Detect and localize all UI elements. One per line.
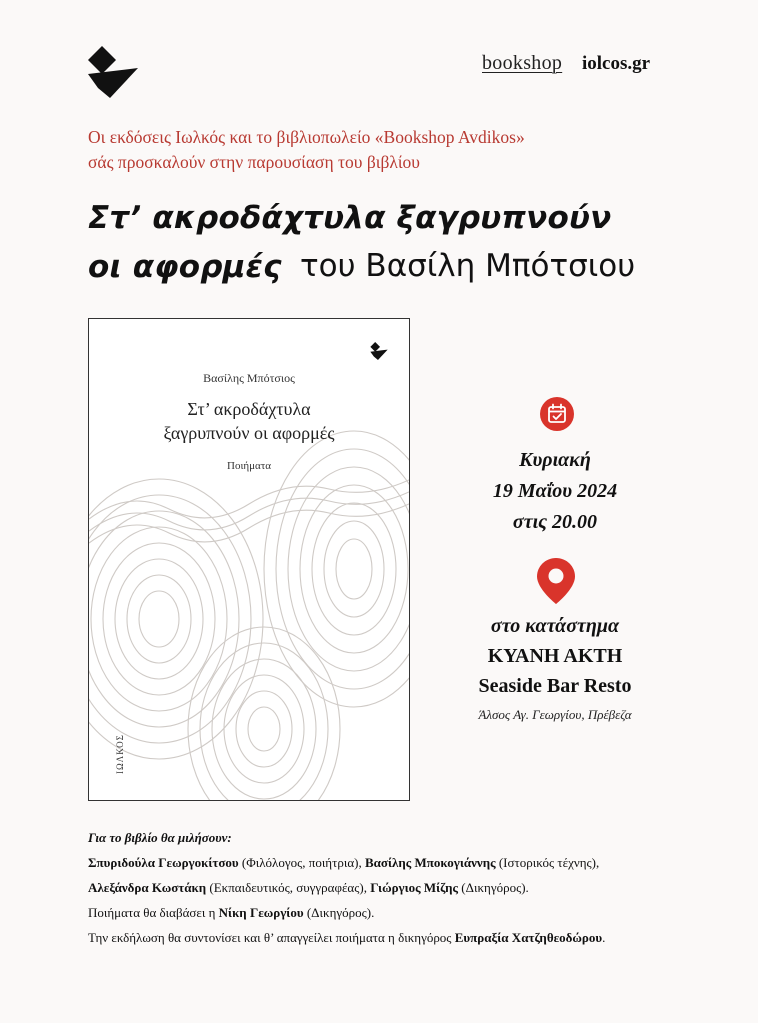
book-author: του Βασίλη Μπότσιου bbox=[300, 248, 636, 284]
book-title-line-2: οι αφορμές bbox=[88, 249, 282, 285]
reader-name: Νίκη Γεωργίου bbox=[218, 905, 304, 920]
speaker-role: (Ιστορικός τέχνης), bbox=[495, 855, 600, 870]
coordinator-name: Ευπραξία Χατζηθεοδώρου bbox=[454, 930, 603, 945]
event-day: Κυριακή bbox=[519, 449, 591, 471]
book-cover bbox=[88, 318, 410, 801]
fingerprint-pattern bbox=[89, 319, 410, 801]
coordinator-prefix: Την εκδήλωση θα συντονίσει και θ’ απαγγείλει ποιήματα η δικηγόρος bbox=[88, 930, 455, 945]
location-pin-icon bbox=[537, 558, 575, 604]
speaker-role: (Φιλόλογος, ποιήτρια), bbox=[238, 855, 365, 870]
coordinator-end: . bbox=[602, 930, 606, 945]
reader-line bbox=[88, 905, 374, 921]
iolcos-logo-text: iolcos.gr bbox=[582, 53, 651, 74]
speakers-heading: Για το βιβλίο θα μιλήσουν: bbox=[88, 830, 232, 845]
speaker-name: Σπυριδούλα Γεωργοκίτσου bbox=[88, 855, 239, 870]
cover-logo-icon bbox=[370, 342, 388, 360]
cover-title-line-2: ξαγρυπνούν οι αφορμές bbox=[163, 423, 335, 443]
speaker-name: Αλεξάνδρα Κωστάκη bbox=[88, 880, 207, 895]
speaker-name: Γιώργιος Μίζης bbox=[370, 880, 459, 895]
venue-name: ΚΥΑΝΗ ΑΚΤΗ bbox=[487, 645, 623, 667]
bookshop-logo: bookshop bbox=[482, 52, 563, 74]
speaker-role: (Δικηγόρος). bbox=[458, 880, 529, 895]
calendar-icon bbox=[540, 397, 574, 431]
intro-line-1: Οι εκδόσεις Ιωλκός και το βιβλιοπωλείο «Bookshop Avdikos» bbox=[88, 127, 525, 147]
cover-author: Βασίλης Μπότσιος bbox=[203, 371, 295, 385]
cover-publisher: ΙΩΛΚΟΣ bbox=[115, 734, 125, 774]
cover-genre: Ποιήματα bbox=[227, 460, 271, 472]
speakers-line-1 bbox=[88, 855, 599, 871]
speaker-role: (Εκπαιδευτικός, συγγραφέας), bbox=[206, 880, 371, 895]
speakers-line-2 bbox=[88, 880, 529, 896]
book-title-line-1: Στ’ ακροδάχτυλα ξαγρυπνούν bbox=[88, 200, 612, 236]
event-date: 19 Μαΐου 2024 bbox=[492, 480, 618, 502]
event-time: στις 20.00 bbox=[512, 511, 598, 533]
speaker-name: Βασίλης Μποκογιάννης bbox=[364, 855, 496, 870]
coordinator-line bbox=[88, 930, 605, 946]
store-label: στο κατάστημα bbox=[490, 615, 620, 637]
venue-subtitle: Seaside Bar Resto bbox=[478, 675, 632, 697]
intro-line-2: σάς προσκαλούν στην παρουσίαση του βιβλίου bbox=[88, 152, 420, 172]
iolkos-logo-icon bbox=[88, 46, 138, 98]
venue-address: Άλσος Αγ. Γεωργίου, Πρέβεζα bbox=[478, 707, 632, 722]
reader-role: (Δικηγόρος). bbox=[303, 905, 375, 920]
reader-prefix: Ποιήματα θα διαβάσει η bbox=[88, 905, 219, 920]
cover-title-line-1: Στ’ ακροδάχτυλα bbox=[187, 399, 311, 419]
